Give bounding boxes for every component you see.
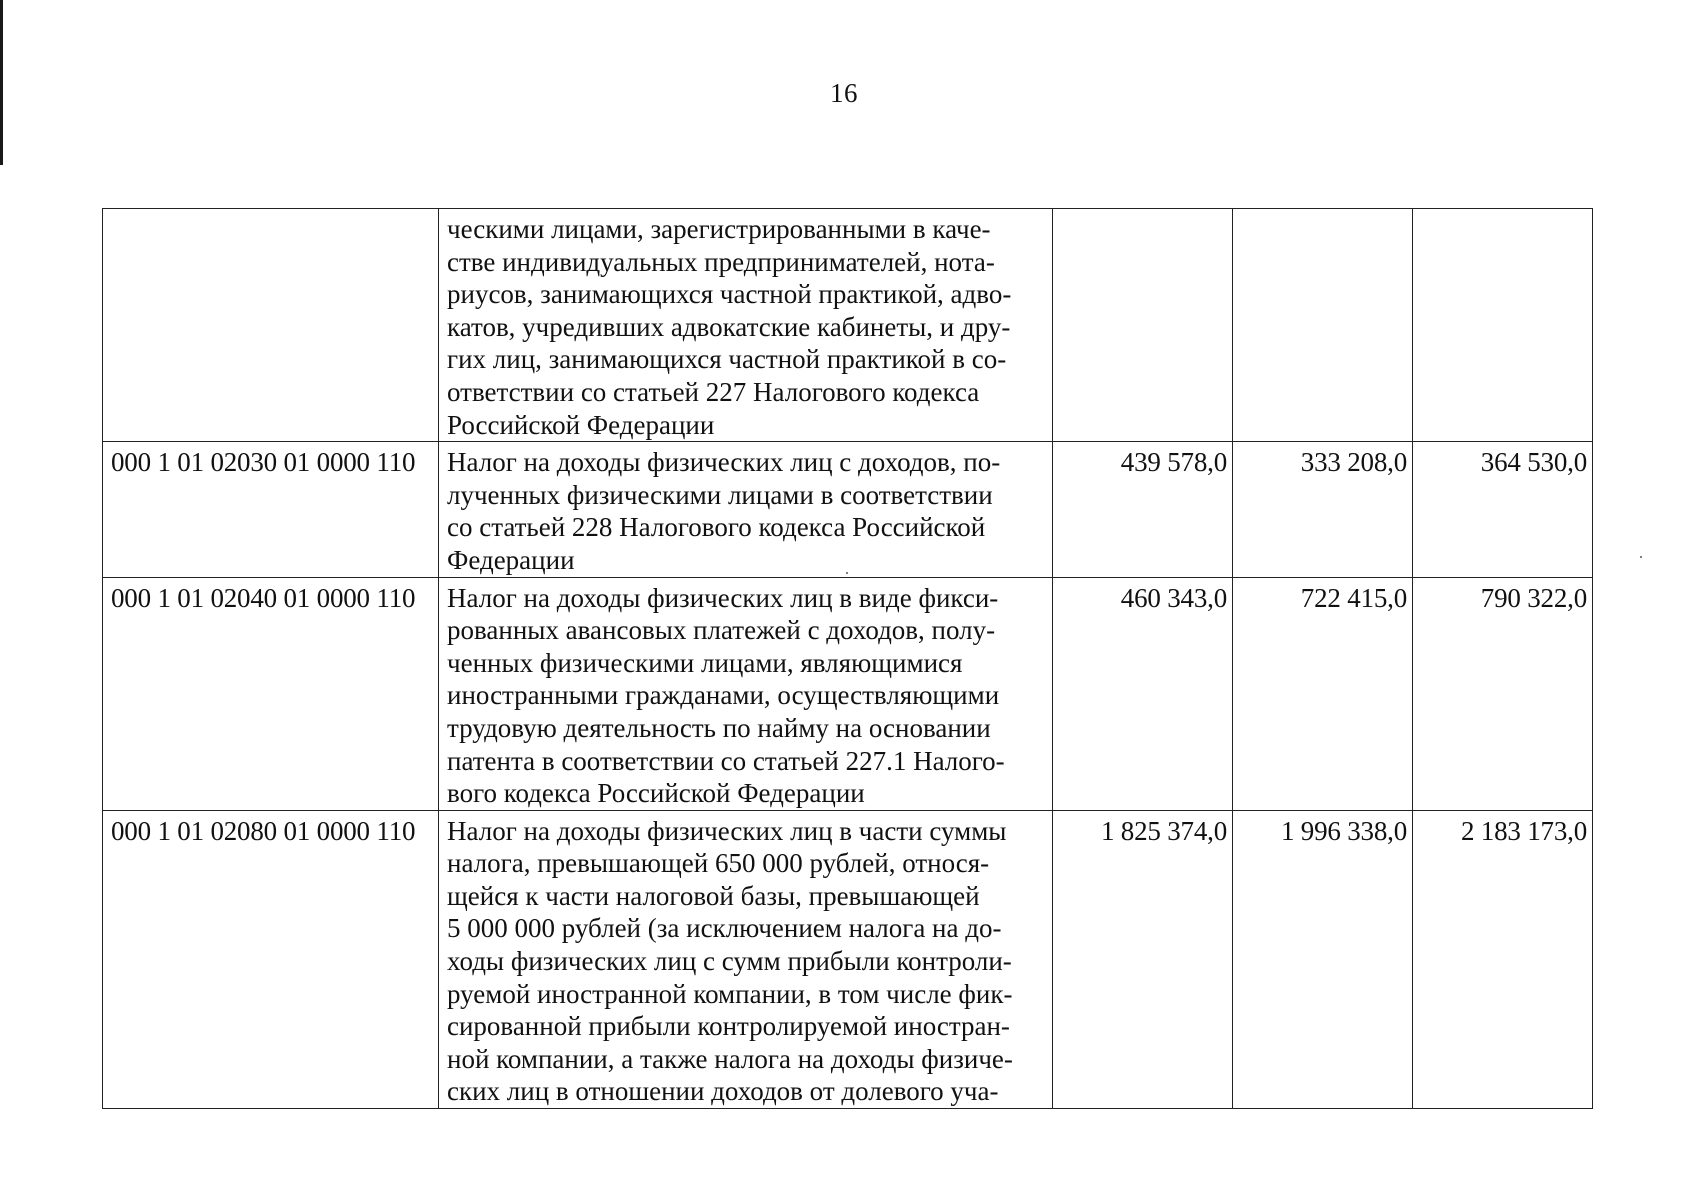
description-line: ских лиц в отношении доходов от долевого уча- [447,1076,999,1107]
description-line: налога, превышающей 650 000 рублей, относя- [447,848,990,879]
description-line: лученных физическими лицами в соответствии [447,479,993,510]
description-line: Налог на доходы физических лиц с доходов, по- [447,447,1001,478]
amount-cell-year-2 [1233,209,1413,442]
amount-cell-year-3: 2 183 173,0 [1413,810,1593,1108]
description-line: сированной прибыли контролируемой иностран- [447,1011,1010,1042]
amount-cell-year-1: 460 343,0 [1053,577,1233,810]
description-cell [439,209,1053,442]
table-row [103,209,1593,442]
description-line: рованных авансовых платежей с доходов, полу- [447,615,996,646]
budget-code-cell [103,209,439,442]
amount-cell-year-2: 722 415,0 [1233,577,1413,810]
amount-cell-year-3 [1413,209,1593,442]
description-line: Налог на доходы физических лиц в части суммы [447,815,1007,846]
description-line: катов, учредивших адвокатские кабинеты, и дру- [447,311,1011,342]
amount-cell-year-1: 439 578,0 [1053,442,1233,577]
page-number: 16 [830,78,858,108]
budget-code-cell: 000 1 01 02080 01 0000 110 [103,810,439,1108]
description-line: щейся к части налоговой базы, превышающей [447,880,980,911]
amount-cell-year-3: 790 322,0 [1413,577,1593,810]
description-cell [439,810,1053,1108]
description-line: ной компании, а также налога на доходы физиче- [447,1043,1013,1074]
scan-speck [1640,556,1642,558]
description-line: вого кодекса Российской Федерации [447,778,865,809]
description-line: трудовую деятельность по найму на основании [447,712,991,743]
table-row [103,810,1593,1108]
table-row [103,442,1593,577]
description-line: Федерации [447,544,575,575]
description-line: иностранными гражданами, осуществляющими [447,680,1000,711]
description-line: руемой иностранной компании, в том числе фик- [447,978,1013,1009]
description-cell [439,577,1053,810]
description-line: патента в соответствии со статьей 227.1 Налого- [447,745,1005,776]
description-line: ченных физическими лицами, являющимися [447,647,963,678]
budget-code-cell: 000 1 01 02030 01 0000 110 [103,442,439,577]
description-line: ческими лицами, зарегистрированными в каче- [447,214,991,244]
description-line: со статьей 228 Налогового кодекса Российской [447,512,986,543]
description-line: Налог на доходы физических лиц в виде фикси- [447,582,999,613]
description-line: риусов, занимающихся частной практикой, адво- [447,279,1012,310]
amount-cell-year-2: 333 208,0 [1233,442,1413,577]
amount-cell-year-1 [1053,209,1233,442]
description-line: гих лиц, занимающихся частной практикой в со- [447,344,1007,375]
description-line: ходы физических лиц с сумм прибыли контроли- [447,946,1012,977]
budget-code-cell: 000 1 01 02040 01 0000 110 [103,577,439,810]
revenue-table [102,208,1593,1109]
description-line: ответствии со статьей 227 Налогового кодекса [447,376,980,407]
description-cell [439,442,1053,577]
description-line: стве индивидуальных предпринимателей, нота- [447,246,995,277]
table-row [103,577,1593,810]
description-line: 5 000 000 рублей (за исключением налога на до- [447,913,1002,944]
description-line: Российской Федерации [447,409,715,440]
amount-cell-year-3: 364 530,0 [1413,442,1593,577]
amount-cell-year-1: 1 825 374,0 [1053,810,1233,1108]
amount-cell-year-2: 1 996 338,0 [1233,810,1413,1108]
